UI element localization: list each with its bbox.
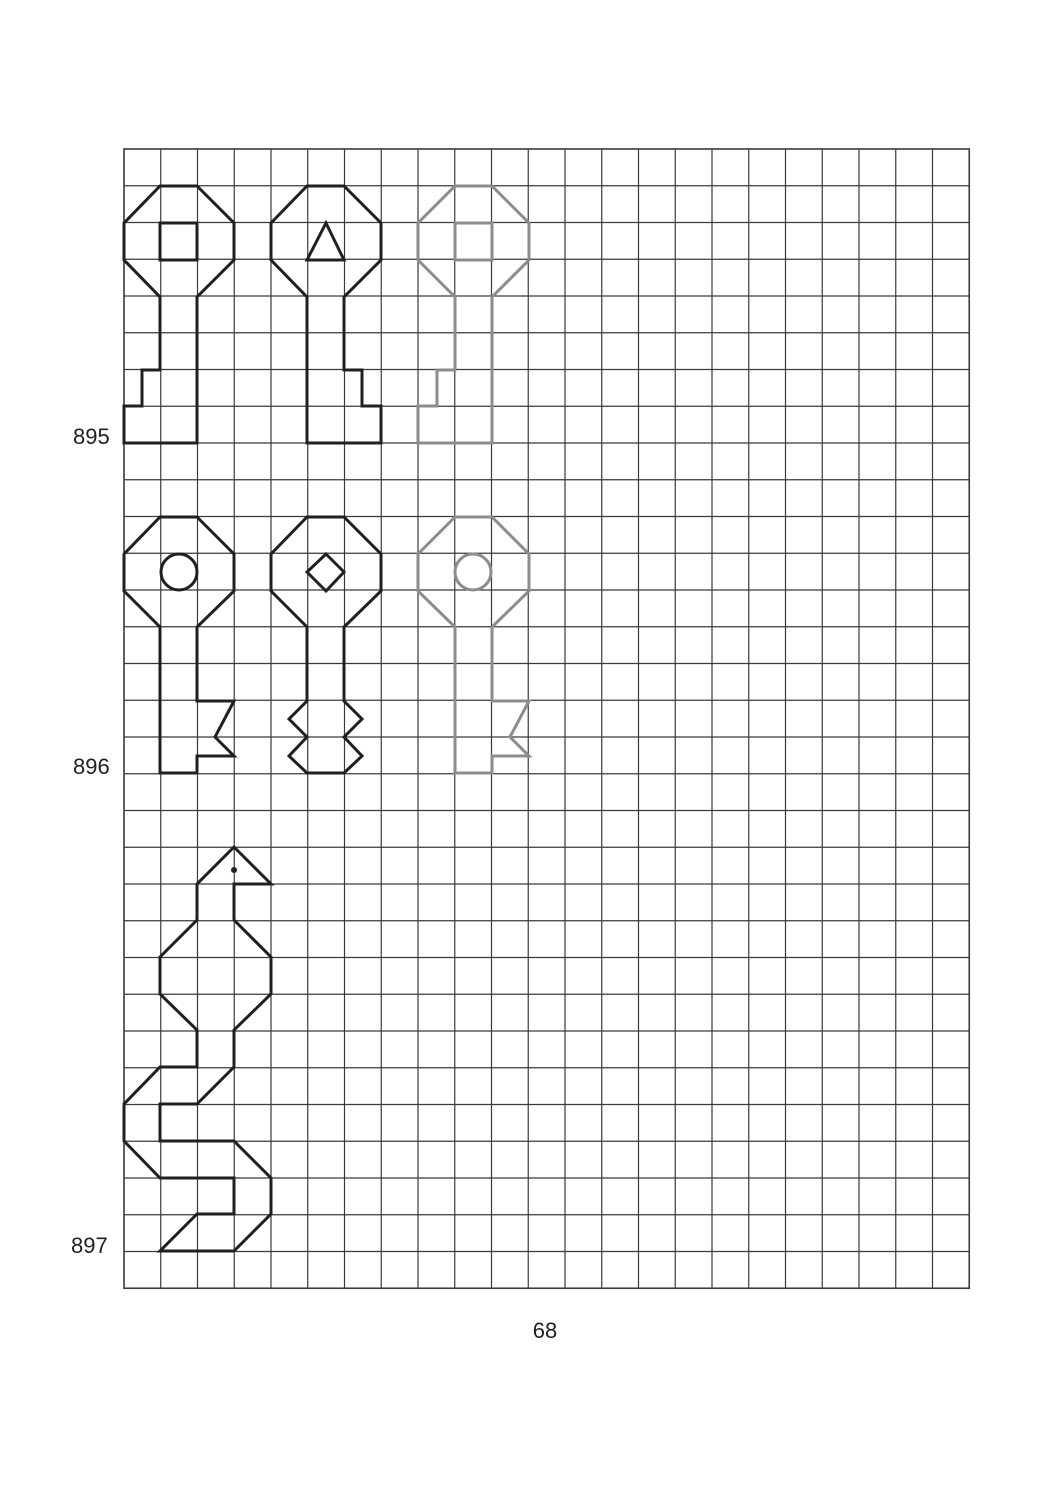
key-circle-hole bbox=[124, 517, 234, 773]
exercise-896-figures bbox=[124, 517, 529, 773]
snake-eye bbox=[231, 867, 237, 873]
key-diamond-hole bbox=[271, 517, 381, 773]
exercise-number-895: 895 bbox=[73, 424, 110, 449]
key-circle-hole-grey bbox=[418, 517, 529, 773]
exercise-895-figures bbox=[124, 186, 529, 443]
exercise-number-896: 896 bbox=[73, 754, 110, 779]
exercise-number-897: 897 bbox=[71, 1233, 108, 1258]
circle-hole bbox=[455, 554, 491, 590]
triangle-hole bbox=[307, 223, 344, 260]
key-outline bbox=[124, 186, 234, 443]
diamond-hole bbox=[307, 554, 344, 591]
graph-paper-grid bbox=[124, 149, 969, 1288]
key-square-hole bbox=[124, 186, 234, 443]
key-square-hole-grey bbox=[418, 186, 529, 443]
circle-hole bbox=[161, 554, 197, 590]
square-hole bbox=[160, 223, 197, 260]
square-hole bbox=[455, 223, 492, 260]
page-number: 68 bbox=[532, 1318, 558, 1343]
grid-border bbox=[124, 149, 969, 1288]
key-outline bbox=[418, 186, 529, 443]
key-triangle-hole bbox=[271, 186, 381, 443]
